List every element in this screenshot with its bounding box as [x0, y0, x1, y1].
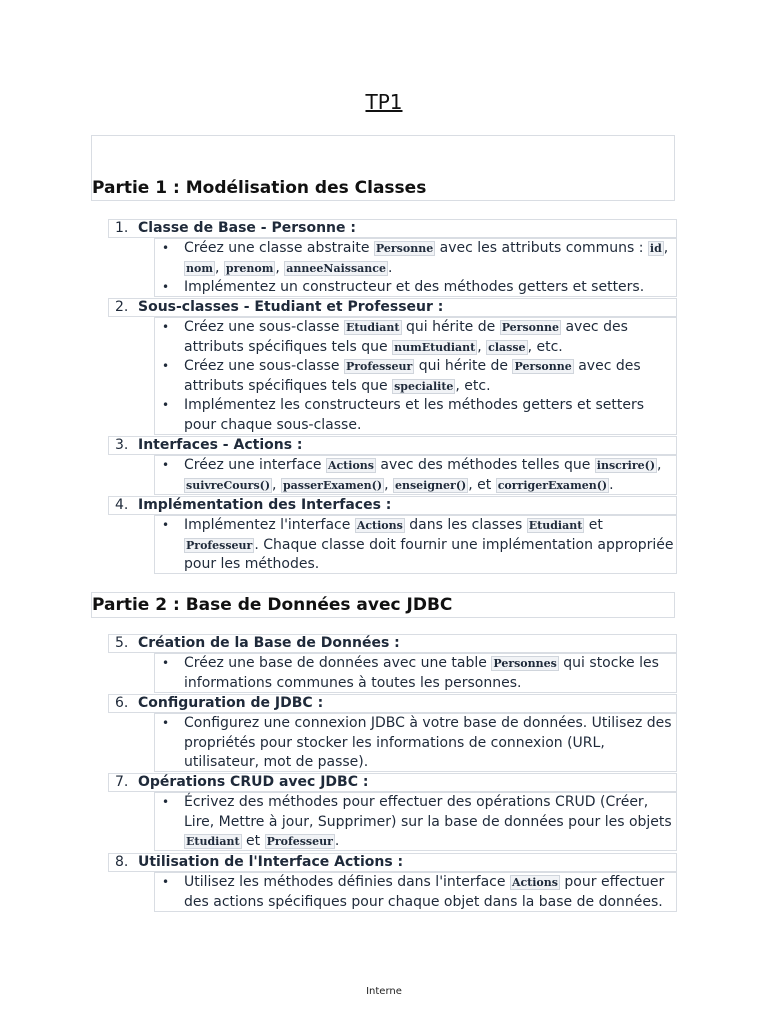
- bullet-text: Créez une sous-classe: [184, 319, 344, 335]
- numbered-item-4: [108, 496, 677, 515]
- numbered-item-3: [108, 436, 677, 455]
- bullet-list: [155, 318, 676, 435]
- numbered-item-5: [108, 634, 677, 653]
- bullet-text: .: [609, 476, 614, 493]
- item-label: Configuration de JDBC :: [138, 695, 324, 711]
- bullet-list: [155, 654, 676, 693]
- code-identifier: Professeur: [345, 360, 413, 373]
- bullet-text: Implémentez les constructeurs et les méthodes getters et setters pour chaque sous-classe.: [184, 397, 645, 433]
- bullet-text: pour effectuer des actions spécifiques pour chaque objet dans la base de données.: [184, 874, 665, 910]
- bullet-text: . Chaque classe doit fournir une implémentation appropriée pour les méthodes.: [184, 536, 674, 572]
- part-2-heading: Partie 2 : Base de Données avec JDBC: [92, 595, 453, 615]
- document-title: TP1: [365, 90, 403, 114]
- bullet-text: Utilisez les méthodes définies dans l'interface: [184, 874, 510, 890]
- item-number: 1.: [115, 220, 129, 236]
- bullet-text: Créez une sous-classe: [184, 358, 344, 374]
- code-identifier: specialite: [394, 379, 454, 393]
- code-identifier: numEtudiant: [394, 340, 476, 354]
- item-number: 3.: [115, 437, 129, 453]
- bullet-text: ,: [657, 457, 662, 473]
- bullet-text: qui hérite de: [401, 319, 500, 335]
- item-number: 8.: [115, 854, 129, 870]
- numbered-item-8: [108, 853, 677, 872]
- bullet-item: [184, 318, 676, 357]
- bullet-text: Implémentez un constructeur et des méthodes getters et setters.: [184, 279, 645, 295]
- bullet-item: [184, 873, 676, 912]
- bullet-text: , etc.: [455, 377, 491, 394]
- bullet-text: Écrivez des méthodes pour effectuer des opérations CRUD (Créer, Lire, Mettre à jour, Supprimer) sur la base de données pour les objets: [184, 794, 672, 830]
- bullet-text: et: [241, 833, 265, 849]
- code-identifier: Etudiant: [528, 519, 583, 532]
- bullet-text: ,: [214, 259, 224, 276]
- bullet-list-block: [154, 653, 677, 693]
- item-number: 2.: [115, 299, 129, 315]
- bullet-text: avec des attributs spécifiques tels que: [184, 358, 641, 394]
- bullet-text: .: [334, 833, 340, 849]
- code-identifier: Professeur: [186, 538, 253, 552]
- bullet-item: [184, 516, 676, 575]
- code-identifier: Etudiant: [186, 835, 240, 848]
- code-identifier: anneeNaissance: [286, 261, 386, 275]
- part-1-heading: Partie 1 : Modélisation des Classes: [92, 178, 427, 198]
- item-label: Interfaces - Actions :: [138, 437, 303, 453]
- bullet-list: [155, 873, 676, 912]
- bullet-list: [155, 793, 676, 852]
- code-identifier: suivreCours(): [186, 478, 271, 492]
- bullet-text: Configurez une connexion JDBC à votre base de données. Utilisez des propriétés pour stocker les informations de connexion (URL, utilisateur, mot de passe).: [184, 715, 672, 770]
- footer-classification: Interne: [366, 986, 402, 997]
- bullet-list-block: [154, 792, 677, 851]
- code-identifier: Actions: [327, 459, 374, 472]
- bullet-item: [184, 654, 676, 693]
- part-2-block: [91, 592, 675, 618]
- item-label: Implémentation des Interfaces :: [138, 497, 392, 513]
- bullet-list-block: [154, 515, 677, 574]
- bullet-list: [155, 239, 676, 298]
- numbered-item-2: [108, 298, 677, 317]
- bullet-item: [184, 456, 676, 495]
- code-identifier: prenom: [225, 261, 274, 275]
- code-identifier: corrigerExamen(): [497, 478, 608, 492]
- bullet-list-block: [154, 713, 677, 772]
- bullet-text: avec des méthodes telles que: [375, 457, 595, 473]
- code-identifier: Actions: [356, 519, 403, 532]
- code-identifier: nom: [186, 261, 213, 275]
- bullet-text: avec les attributs communs :: [435, 240, 648, 256]
- bullet-text: dans les classes: [404, 517, 527, 533]
- item-number: 6.: [115, 695, 129, 711]
- code-identifier: inscrire(): [596, 459, 656, 472]
- bullet-text: ,: [477, 338, 487, 355]
- part-1-block: [91, 135, 675, 201]
- code-identifier: Etudiant: [345, 321, 400, 334]
- code-identifier: Professeur: [266, 835, 333, 848]
- code-identifier: classe: [488, 340, 526, 354]
- bullet-text: .: [387, 259, 393, 276]
- code-identifier: Personnes: [493, 657, 557, 670]
- bullet-list: [155, 714, 676, 773]
- code-identifier: id: [649, 242, 662, 255]
- item-label: Utilisation de l'Interface Actions :: [138, 854, 404, 870]
- code-identifier: Actions: [511, 876, 558, 889]
- bullet-text: ,: [272, 476, 281, 493]
- bullet-list-block: [154, 872, 677, 912]
- bullet-text: Créez une interface: [184, 457, 326, 473]
- item-label: Sous-classes - Etudiant et Professeur :: [138, 299, 444, 315]
- bullet-text: ,: [663, 240, 669, 256]
- code-identifier: Personne: [514, 360, 572, 373]
- bullet-text: ,: [275, 259, 285, 276]
- code-identifier: enseigner(): [394, 478, 467, 492]
- code-identifier: Personne: [375, 242, 434, 255]
- bullet-item: [184, 239, 676, 278]
- bullet-text: avec des attributs spécifiques tels que: [184, 319, 628, 355]
- item-label: Création de la Base de Données :: [138, 635, 400, 651]
- bullet-text: Implémentez l'interface: [184, 517, 355, 533]
- item-number: 5.: [115, 635, 129, 651]
- bullet-text: ,: [384, 476, 393, 493]
- bullet-text: Créez une classe abstraite: [184, 240, 374, 256]
- bullet-text: , etc.: [527, 338, 563, 355]
- bullet-list: [155, 456, 676, 495]
- bullet-list-block: [154, 317, 677, 435]
- bullet-list: [155, 516, 676, 575]
- item-number: 7.: [115, 774, 129, 790]
- numbered-item-1: [108, 219, 677, 238]
- bullet-list-block: [154, 455, 677, 495]
- item-number: 4.: [115, 497, 129, 513]
- bullet-item: [184, 396, 676, 435]
- code-identifier: Personne: [501, 321, 559, 334]
- bullet-text: Créez une base de données avec une table: [184, 655, 492, 671]
- item-label: Opérations CRUD avec JDBC :: [138, 774, 369, 790]
- numbered-item-6: [108, 694, 677, 713]
- bullet-text: , et: [468, 476, 496, 493]
- bullet-item: [184, 357, 676, 396]
- bullet-item: [184, 793, 676, 852]
- numbered-item-7: [108, 773, 677, 792]
- bullet-text: qui hérite de: [414, 358, 513, 374]
- bullet-item: [184, 278, 676, 298]
- bullet-list-block: [154, 238, 677, 297]
- item-label: Classe de Base - Personne :: [138, 220, 356, 236]
- bullet-text: qui stocke les informations communes à toutes les personnes.: [184, 655, 659, 691]
- code-identifier: passerExamen(): [282, 478, 383, 492]
- bullet-item: [184, 714, 676, 773]
- bullet-text: et: [584, 517, 603, 533]
